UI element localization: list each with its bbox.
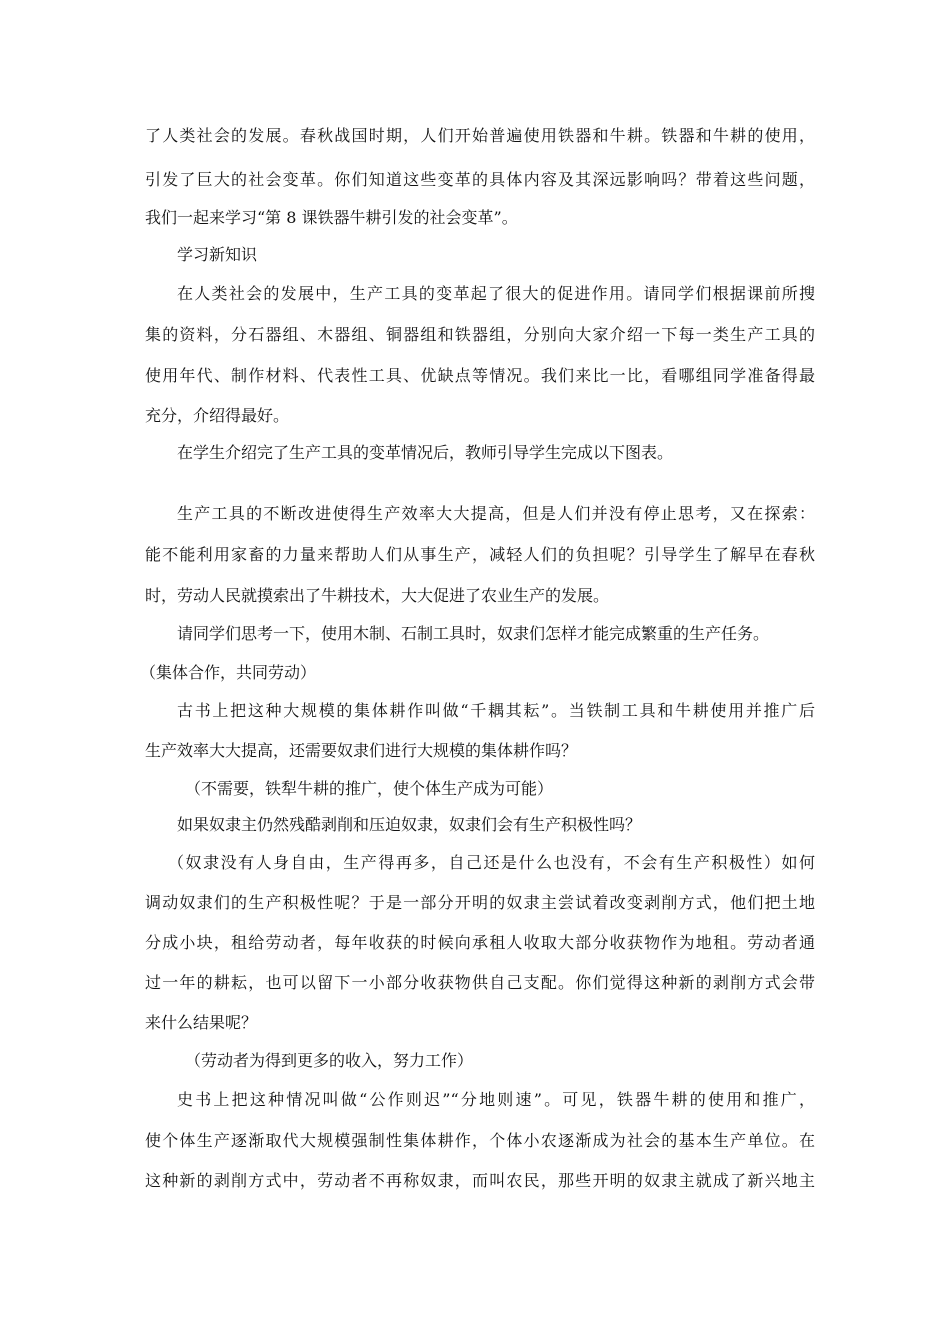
paragraph-line: 引发了巨大的社会变革。你们知道这些变革的具体内容及其深远影响吗？带着这些问题，: [145, 170, 815, 189]
paragraph-line: 时，劳动人民就摸索出了牛耕技术，大大促进了农业生产的发展。: [145, 586, 610, 605]
paragraph-line: 请同学们思考一下，使用木制、石制工具时，奴隶们怎样才能完成繁重的生产任务。: [177, 624, 770, 643]
paragraph-line: 集的资料，分石器组、木器组、铜器组和铁器组，分别向大家介绍一下每一类生产工具的: [145, 325, 815, 344]
paragraph-line: 调动奴隶们的生产积极性呢？于是一部分开明的奴隶主尝试着改变剥削方式，他们把土地: [145, 893, 815, 912]
paragraph-line: 我们一起来学习“第 8 课铁器牛耕引发的社会变革”。: [145, 208, 518, 227]
paragraph-line: 分成小块，租给劳动者，每年收获的时候向承租人收取大部分收获物作为地租。劳动者通: [145, 933, 815, 952]
paragraph-line: 生产工具的不断改进使得生产效率大大提高，但是人们并没有停止思考，又在探索：: [177, 504, 815, 523]
paragraph-line: （劳动者为得到更多的收入，努力工作）: [185, 1051, 474, 1070]
paragraph-line: （不需要，铁犁牛耕的推广，使个体生产成为可能）: [185, 779, 554, 798]
paragraph-line: 生产效率大大提高，还需要奴隶们进行大规模的集体耕作吗？: [145, 741, 578, 760]
paragraph-line: （奴隶没有人身自由，生产得再多，自己还是什么也没有，不会有生产积极性）如何: [168, 853, 815, 872]
paragraph-line: 史书上把这种情况叫做“公作则迟”“分地则速”。可见，铁器牛耕的使用和推广，: [177, 1090, 815, 1109]
paragraph-line: 使个体生产逐渐取代大规模强制性集体耕作，个体小农逐渐成为社会的基本生产单位。在: [145, 1131, 815, 1150]
paragraph-line: 这种新的剥削方式中，劳动者不再称奴隶，而叫农民，那些开明的奴隶主就成了新兴地主: [145, 1171, 815, 1190]
paragraph-line: 在学生介绍完了生产工具的变革情况后，教师引导学生完成以下图表。: [177, 443, 674, 462]
paragraph-line: 如果奴隶主仍然残酷剥削和压迫奴隶，奴隶们会有生产积极性吗？: [177, 815, 642, 834]
paragraph-line: 能不能利用家畜的力量来帮助人们从事生产，减轻人们的负担呢？引导学生了解早在春秋: [145, 545, 815, 564]
section-heading: 学习新知识: [177, 245, 258, 264]
paragraph-line: 在人类社会的发展中，生产工具的变革起了很大的促进作用。请同学们根据课前所搜: [177, 284, 815, 303]
paragraph-line: 使用年代、制作材料、代表性工具、优缺点等情况。我们来比一比，看哪组同学准备得最: [145, 366, 815, 385]
paragraph-line: 了人类社会的发展。春秋战国时期，人们开始普遍使用铁器和牛耕。铁器和牛耕的使用，: [145, 126, 815, 145]
paragraph-line: （集体合作，共同劳动）: [140, 663, 317, 682]
paragraph-line: 充分，介绍得最好。: [145, 406, 290, 425]
paragraph-line: 过一年的耕耘，也可以留下一小部分收获物供自己支配。你们觉得这种新的剥削方式会带: [145, 973, 815, 992]
paragraph-line: 来什么结果呢？: [145, 1013, 258, 1032]
paragraph-line: 古书上把这种大规模的集体耕作叫做“千耦其耘”。当铁制工具和牛耕使用并推广后: [177, 701, 815, 720]
